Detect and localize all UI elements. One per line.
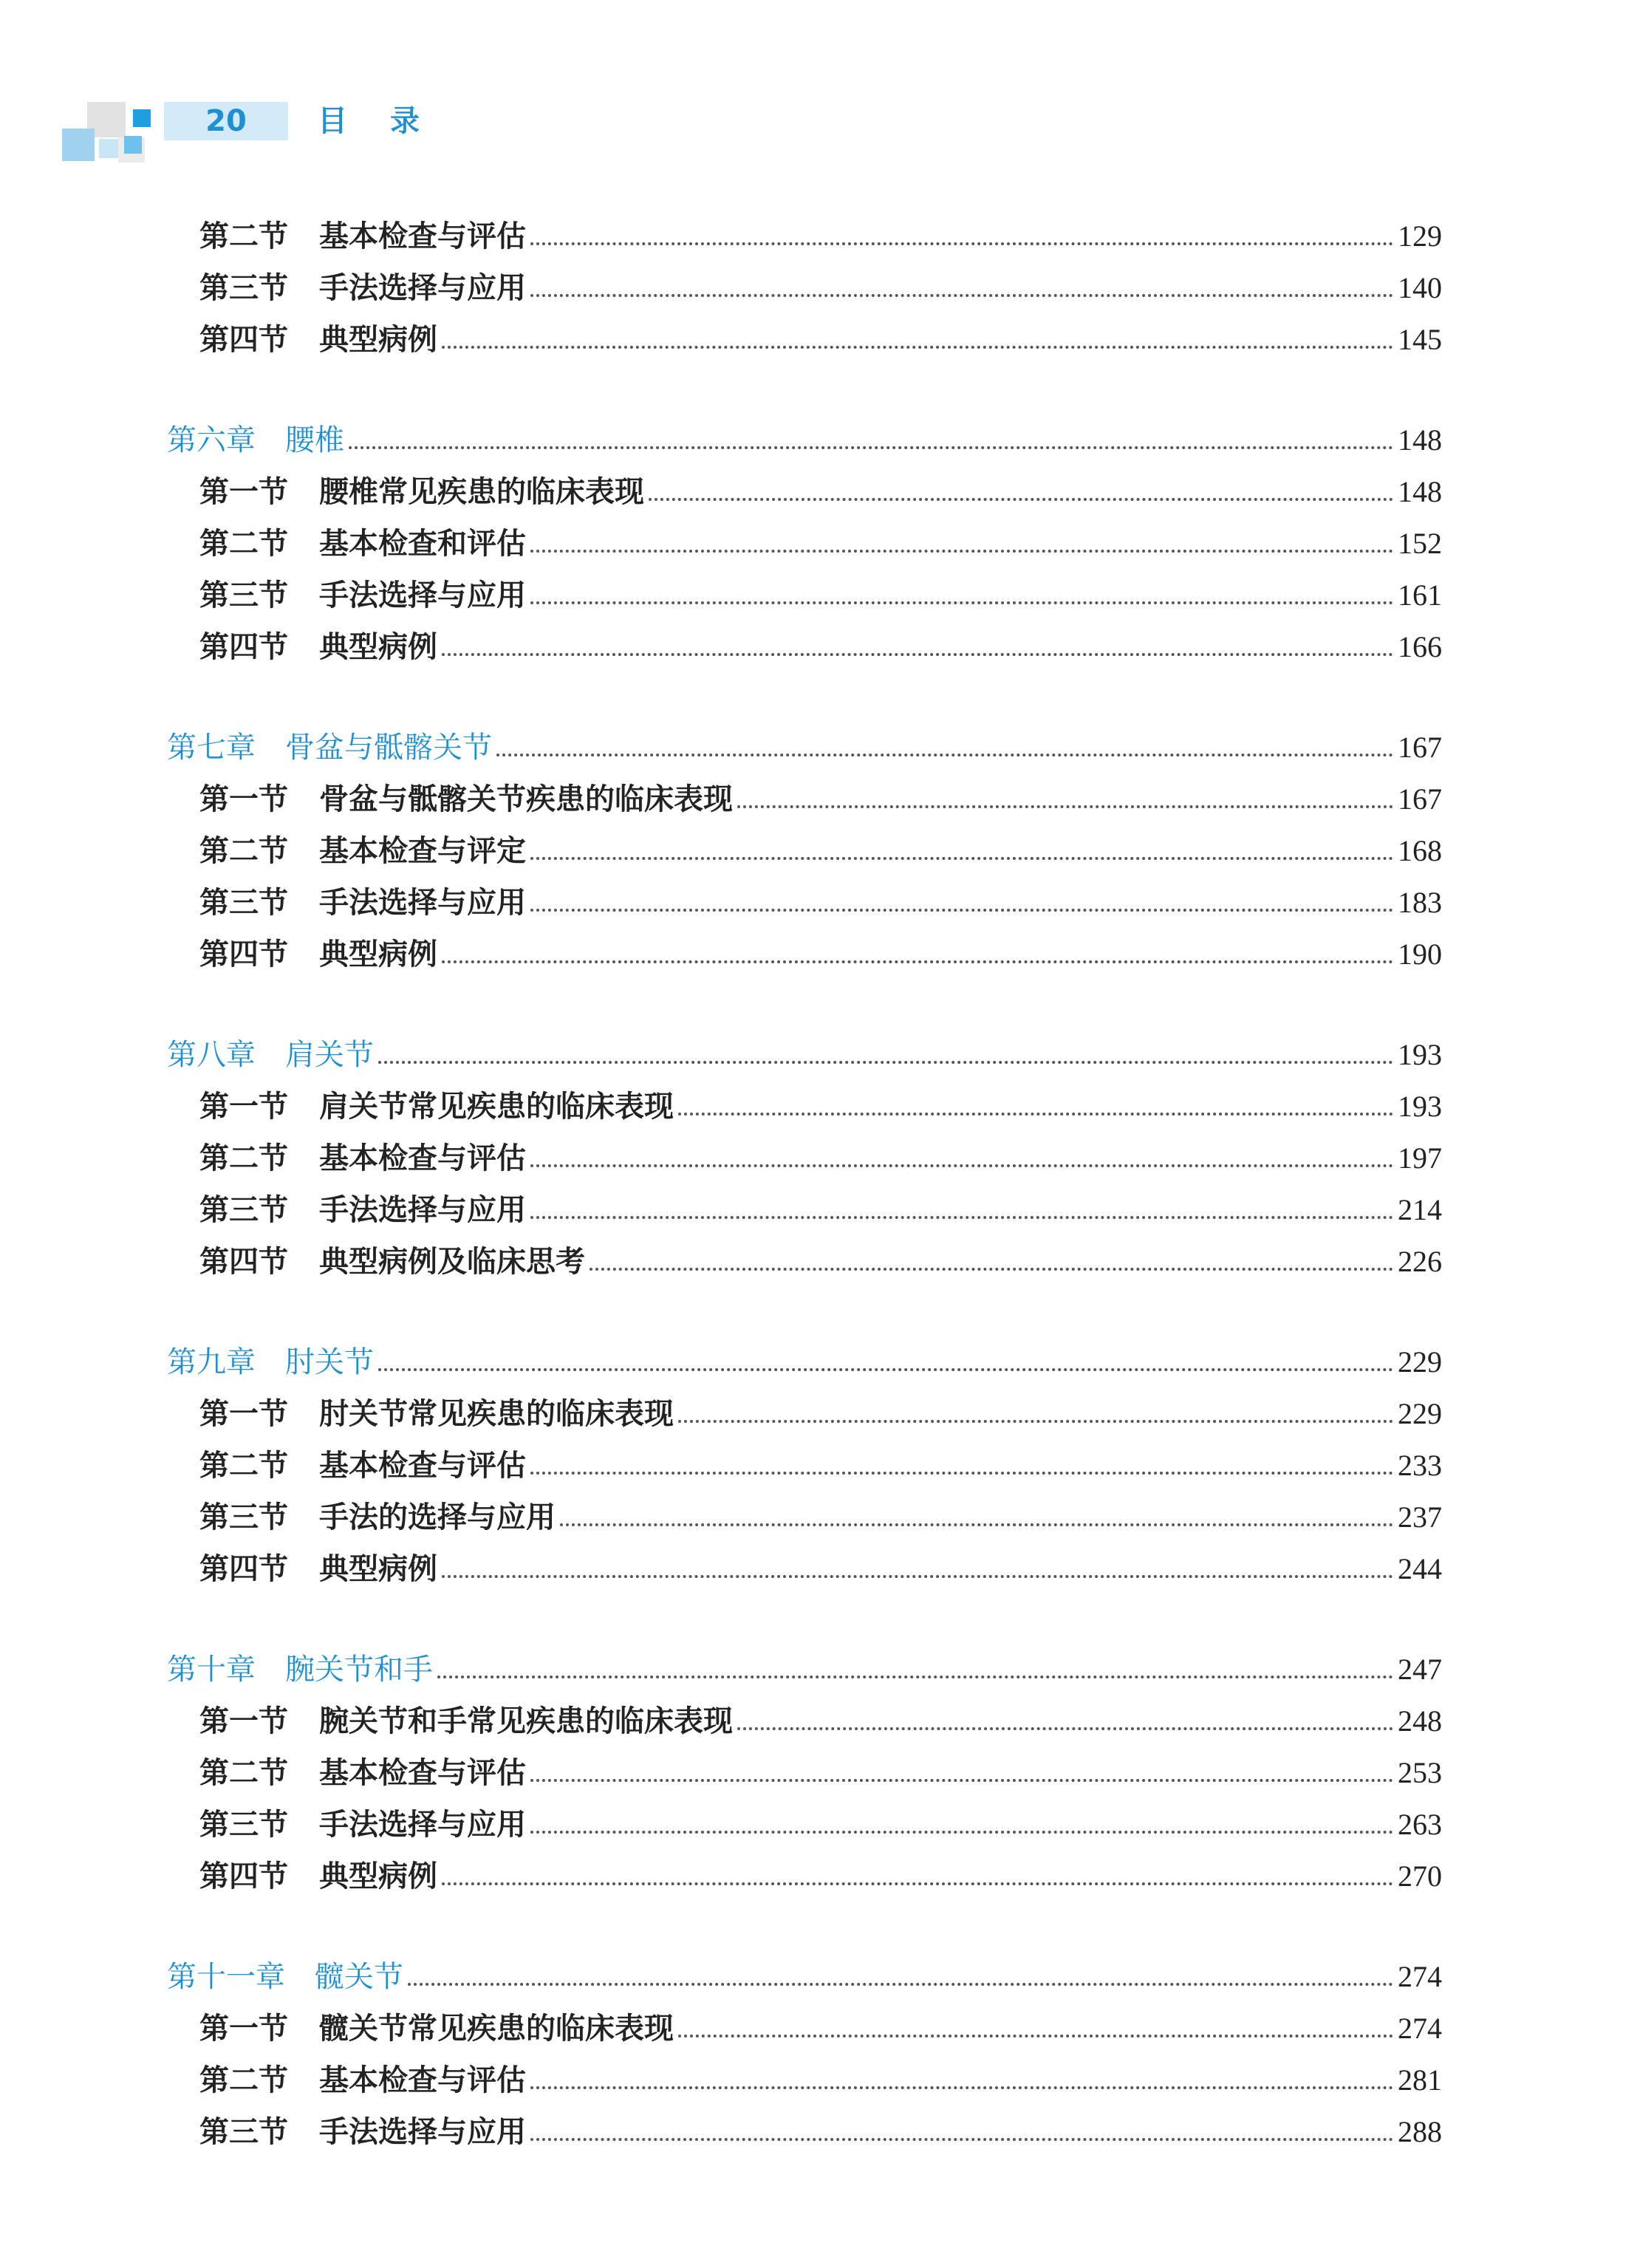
section-number: 第一节 [199, 782, 288, 816]
chapter-title: 腰椎 [285, 423, 344, 457]
section-title: 腰椎常见疾患的临床表现 [319, 474, 644, 509]
page-number: 214 [1398, 1193, 1442, 1226]
toc-section-entry [199, 779, 1442, 820]
page-number: 167 [1398, 731, 1442, 764]
toc-section-entry [199, 2111, 1442, 2153]
section-number: 第三节 [199, 578, 288, 612]
dot-leader [590, 1268, 1393, 1271]
section-title: 基本检查与评定 [319, 833, 526, 868]
chapter-title: 髋关节 [315, 1960, 403, 1994]
toc-section-entry [199, 830, 1442, 872]
page-number: 263 [1398, 1808, 1442, 1841]
header-page-number: 20 [205, 104, 247, 138]
section-number: 第一节 [199, 2011, 288, 2046]
toc-section-entry [199, 1086, 1442, 1127]
dot-leader [530, 857, 1393, 860]
section-number: 第三节 [199, 1500, 288, 1534]
chapter-number: 第七章 [167, 731, 256, 765]
page-number: 140 [1398, 271, 1442, 304]
section-number: 第二节 [199, 1141, 288, 1175]
toc-section-entry [199, 2008, 1442, 2049]
page-number: 148 [1398, 423, 1442, 457]
toc-section-entry [199, 1548, 1442, 1590]
chapter-number: 第九章 [167, 1345, 256, 1379]
page-number: 229 [1398, 1397, 1442, 1430]
page-number: 148 [1398, 475, 1442, 508]
toc-section-entry [199, 523, 1442, 564]
section-number: 第一节 [199, 1089, 288, 1124]
chapter-title: 腕关节和手 [285, 1653, 433, 1687]
dot-leader [530, 1779, 1393, 1782]
chapter-number: 第十章 [167, 1653, 256, 1687]
section-number: 第二节 [199, 219, 288, 253]
section-number: 第四节 [199, 1859, 288, 1893]
page-number: 193 [1398, 1038, 1442, 1071]
dot-leader [442, 1575, 1393, 1578]
dot-leader [530, 1164, 1393, 1167]
section-title: 基本检查与评估 [319, 219, 526, 253]
page-number: 197 [1398, 1141, 1442, 1175]
section-number: 第二节 [199, 2063, 288, 2097]
toc-section-entry [199, 1241, 1442, 1282]
toc-section-entry [199, 1497, 1442, 1538]
dot-leader [530, 2138, 1393, 2141]
page-number: 274 [1398, 2012, 1442, 2045]
dot-leader [530, 294, 1393, 297]
page-number: 166 [1398, 630, 1442, 663]
section-title: 基本检查与评估 [319, 1141, 526, 1175]
toc-section-entry [199, 1445, 1442, 1486]
page-number: 253 [1398, 1756, 1442, 1789]
toc-chapter-entry [167, 420, 1442, 461]
page-number: 145 [1398, 323, 1442, 356]
header-decor-square [124, 136, 142, 154]
dot-leader [737, 805, 1393, 808]
section-title: 典型病例及临床思考 [319, 1244, 585, 1279]
section-title: 基本检查和评估 [319, 526, 526, 561]
dot-leader [530, 601, 1393, 604]
toc-chapter-entry [167, 1649, 1442, 1690]
page-number: 129 [1398, 219, 1442, 253]
dot-leader [349, 446, 1393, 449]
section-number: 第二节 [199, 1755, 288, 1790]
toc-chapter-entry [167, 1342, 1442, 1383]
dot-leader [530, 2086, 1393, 2089]
page-number: 270 [1398, 1859, 1442, 1893]
dot-leader [530, 909, 1393, 912]
toc-section-entry [199, 319, 1442, 361]
chapter-number: 第十一章 [167, 1960, 285, 1994]
page-number: 152 [1398, 527, 1442, 560]
section-number: 第四节 [199, 1244, 288, 1279]
dot-leader [530, 1216, 1393, 1219]
section-number: 第三节 [199, 2114, 288, 2149]
section-number: 第三节 [199, 270, 288, 305]
page-number: 183 [1398, 886, 1442, 919]
page-number: 274 [1398, 1960, 1442, 1993]
section-number: 第三节 [199, 885, 288, 920]
chapter-title: 肘关节 [285, 1345, 374, 1379]
header-decor-square [62, 129, 95, 161]
dot-leader [442, 346, 1393, 349]
dot-leader [442, 960, 1393, 963]
page-number: 237 [1398, 1500, 1442, 1534]
dot-leader [408, 1983, 1393, 1986]
chapter-title: 骨盆与骶髂关节 [285, 731, 492, 765]
section-number: 第四节 [199, 629, 288, 664]
section-title: 手法选择与应用 [319, 270, 526, 305]
section-number: 第二节 [199, 526, 288, 561]
section-number: 第二节 [199, 833, 288, 868]
header-decor-square [133, 109, 151, 127]
section-title: 骨盆与骶髂关节疾患的临床表现 [319, 782, 733, 816]
dot-leader [378, 1061, 1393, 1064]
page-number: 288 [1398, 2115, 1442, 2148]
page-number: 167 [1398, 782, 1442, 816]
section-number: 第一节 [199, 1704, 288, 1738]
dot-leader [530, 1831, 1393, 1834]
page-number: 226 [1398, 1245, 1442, 1278]
chapter-number: 第六章 [167, 423, 256, 457]
toc-section-entry [199, 1752, 1442, 1794]
dot-leader [442, 653, 1393, 656]
section-title: 典型病例 [319, 322, 437, 357]
page-number: 161 [1398, 578, 1442, 612]
chapter-title: 肩关节 [285, 1038, 374, 1072]
header-decor-square [99, 139, 118, 158]
toc-section-entry [199, 626, 1442, 668]
section-title: 典型病例 [319, 1551, 437, 1586]
dot-leader [437, 1676, 1393, 1678]
dot-leader [530, 550, 1393, 553]
toc-section-entry [199, 934, 1442, 975]
toc-chapter-entry [167, 1034, 1442, 1076]
dot-leader [530, 1472, 1393, 1475]
toc-section-entry [199, 471, 1442, 513]
section-number: 第四节 [199, 1551, 288, 1586]
section-title: 手法选择与应用 [319, 1192, 526, 1227]
dot-leader [378, 1368, 1393, 1371]
toc-section-entry [199, 216, 1442, 257]
toc-section-entry [199, 575, 1442, 616]
section-number: 第三节 [199, 1192, 288, 1227]
page-number: 233 [1398, 1449, 1442, 1482]
dot-leader [678, 2035, 1393, 2038]
toc-chapter-entry [167, 1956, 1442, 1998]
section-number: 第一节 [199, 474, 288, 509]
section-title: 髋关节常见疾患的临床表现 [319, 2011, 674, 2046]
section-title: 手法选择与应用 [319, 885, 526, 920]
dot-leader [560, 1523, 1393, 1526]
toc-section-entry [199, 2060, 1442, 2101]
page-number: 168 [1398, 834, 1442, 867]
section-title: 手法选择与应用 [319, 2114, 526, 2149]
toc-section-entry [199, 1804, 1442, 1845]
toc-section-entry [199, 1138, 1442, 1179]
section-title: 手法选择与应用 [319, 578, 526, 612]
section-title: 肩关节常见疾患的临床表现 [319, 1089, 674, 1124]
section-title: 肘关节常见疾患的临床表现 [319, 1396, 674, 1431]
header-title: 目录 [318, 104, 462, 138]
section-number: 第四节 [199, 937, 288, 971]
toc-section-entry [199, 1393, 1442, 1435]
dot-leader [737, 1727, 1393, 1730]
section-title: 基本检查与评估 [319, 1448, 526, 1483]
section-title: 基本检查与评估 [319, 2063, 526, 2097]
section-title: 手法选择与应用 [319, 1807, 526, 1842]
dot-leader [649, 498, 1393, 501]
toc-section-entry [199, 1189, 1442, 1231]
page-number: 247 [1398, 1653, 1442, 1686]
page-number: 193 [1398, 1090, 1442, 1123]
section-number: 第二节 [199, 1448, 288, 1483]
dot-leader [496, 754, 1393, 756]
toc-chapter-entry [167, 727, 1442, 768]
section-title: 典型病例 [319, 629, 437, 664]
section-title: 典型病例 [319, 1859, 437, 1893]
page-number: 190 [1398, 937, 1442, 971]
section-number: 第四节 [199, 322, 288, 357]
page-header [0, 0, 1640, 177]
chapter-number: 第八章 [167, 1038, 256, 1072]
page-number: 281 [1398, 2063, 1442, 2097]
section-number: 第三节 [199, 1807, 288, 1842]
toc-section-entry [199, 267, 1442, 309]
section-title: 基本检查与评估 [319, 1755, 526, 1790]
toc-section-entry [199, 1856, 1442, 1897]
dot-leader [678, 1113, 1393, 1116]
section-title: 典型病例 [319, 937, 437, 971]
page-number: 248 [1398, 1704, 1442, 1738]
page-number: 244 [1398, 1552, 1442, 1585]
dot-leader [530, 242, 1393, 245]
page-number: 229 [1398, 1345, 1442, 1379]
toc-section-entry [199, 1701, 1442, 1742]
section-title: 手法的选择与应用 [319, 1500, 556, 1534]
toc-section-entry [199, 882, 1442, 923]
section-number: 第一节 [199, 1396, 288, 1431]
dot-leader [678, 1420, 1393, 1423]
dot-leader [442, 1882, 1393, 1885]
section-title: 腕关节和手常见疾患的临床表现 [319, 1704, 733, 1738]
